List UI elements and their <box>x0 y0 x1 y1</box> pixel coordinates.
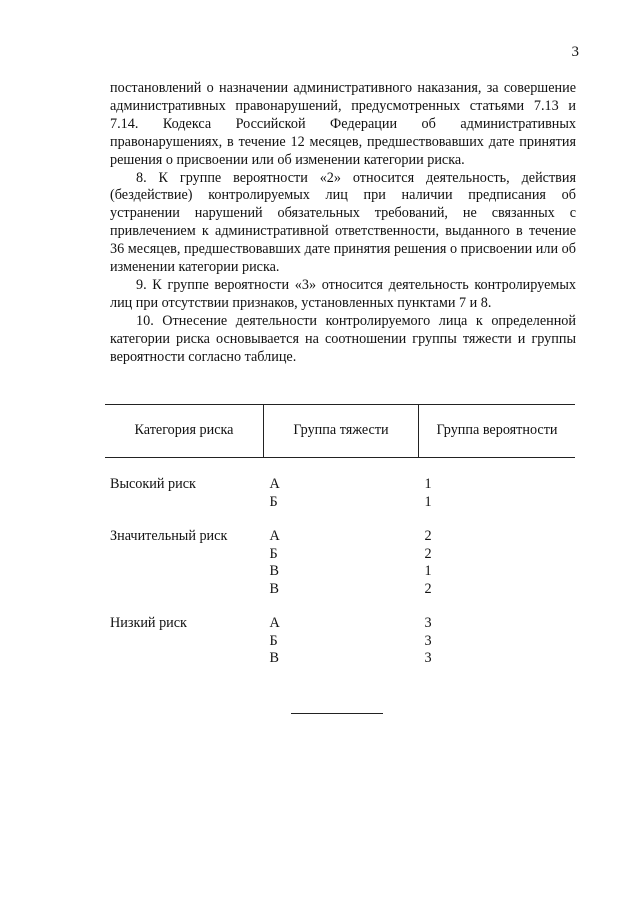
end-of-document-rule <box>291 713 383 714</box>
paragraph-9: 9. К группе вероятности «3» относится деятельность контролируемых лиц при отсутствии признаков, установленных пунктами 7 и 8. <box>110 276 576 311</box>
probability-cell: 3 <box>424 632 432 649</box>
severity-cell: А <box>269 476 280 492</box>
severity-cell: А <box>269 615 280 631</box>
paragraph-10: 10. Отнесение деятельности контролируемого лица к определенной категории риска основывается на соотношении группы тяжести и группы вероятности согласно таблице. <box>110 312 576 365</box>
table-row <box>105 476 575 494</box>
table-row <box>105 528 575 546</box>
table-row <box>105 563 575 581</box>
table-row <box>105 633 575 651</box>
risk-category-cell: Низкий риск <box>110 615 187 631</box>
severity-cell: А <box>269 528 280 544</box>
severity-cell: Б <box>269 493 278 510</box>
probability-cell: 1 <box>424 563 432 579</box>
severity-cell: Б <box>269 632 278 649</box>
severity-cell: В <box>269 563 279 579</box>
table-row <box>105 546 575 564</box>
table-row <box>105 581 575 599</box>
severity-cell: В <box>269 650 279 666</box>
probability-cell: 1 <box>424 476 432 492</box>
document-body <box>110 80 576 367</box>
table-row <box>105 650 575 668</box>
probability-cell: 1 <box>424 493 432 510</box>
table-header-row <box>105 405 575 458</box>
header-severity-group: Группа тяжести <box>264 405 419 458</box>
header-risk-category: Категория риска <box>105 405 264 458</box>
paragraph-8: 8. К группе вероятности «2» относится деятельность, действия (бездействие) контролируемых лиц при наличии предписания об устранении нарушений обязательных требований, не связанных с привлечением к административной ответственности, выданного в течение 36 месяцев, предшествовавших дате принятия решения о присвоении или об изменении категории риска. <box>110 169 576 276</box>
severity-cell: Б <box>269 545 278 562</box>
table-row <box>105 615 575 633</box>
paragraph-7-continuation: постановлений о назначении административного наказания, за совершение административных правонарушений, предусмотренных статьями 7.13 и 7.14. Кодекса Российской Федерации об административных правонарушениях, в течение 12 месяцев, предшествовавших дате принятия решения о присвоении или об изменении категории риска. <box>110 80 576 168</box>
risk-category-cell: Высокий риск <box>110 476 196 492</box>
probability-cell: 3 <box>424 650 432 666</box>
risk-category-table <box>105 404 575 668</box>
probability-cell: 2 <box>424 580 432 597</box>
probability-cell: 3 <box>424 615 432 631</box>
probability-cell: 2 <box>424 545 432 562</box>
header-probability-group: Группа вероятности <box>419 405 576 458</box>
severity-cell: В <box>269 580 279 597</box>
risk-category-cell: Значительный риск <box>110 528 228 544</box>
page-number: 3 <box>571 44 579 60</box>
table-row <box>105 494 575 512</box>
probability-cell: 2 <box>424 528 432 544</box>
